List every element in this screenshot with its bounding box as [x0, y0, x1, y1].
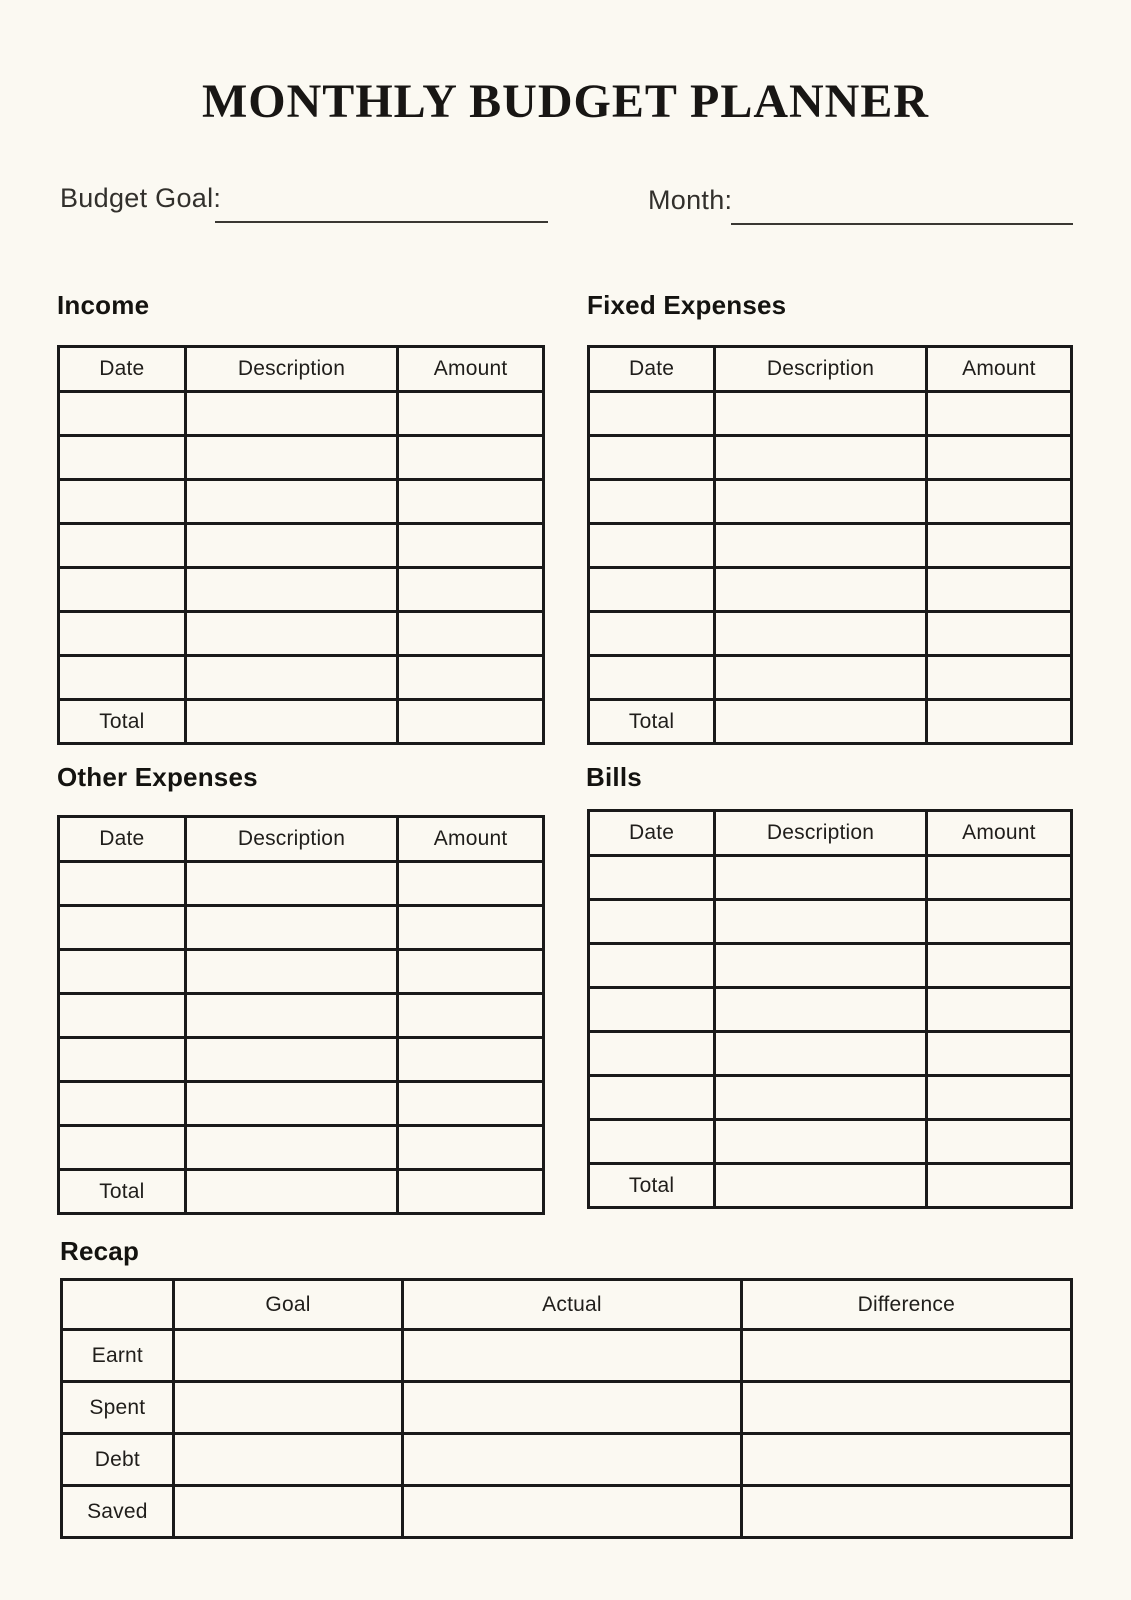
- bills-empty-cell: [926, 988, 1071, 1032]
- income-column-header-amount: Amount: [398, 347, 544, 392]
- bills-empty-cell: [926, 1032, 1071, 1076]
- other-expenses-empty-cell: [398, 862, 544, 906]
- fixed-expenses-total-description-cell: [715, 700, 927, 744]
- income-data-row: [59, 524, 544, 568]
- income-empty-cell: [59, 656, 186, 700]
- bills-data-row: [589, 944, 1072, 988]
- recap-difference-cell: [741, 1486, 1071, 1538]
- income-table-host: [57, 345, 545, 741]
- bills-empty-cell: [715, 944, 927, 988]
- income-empty-cell: [398, 436, 544, 480]
- bills-empty-cell: [589, 900, 715, 944]
- other-expenses-empty-cell: [59, 1126, 186, 1170]
- other-expenses-empty-cell: [185, 906, 397, 950]
- fixed-expenses-column-header-date: Date: [589, 347, 715, 392]
- income-total-amount-cell: [398, 700, 544, 744]
- fixed-expenses-empty-cell: [926, 392, 1071, 436]
- bills-empty-cell: [715, 1032, 927, 1076]
- income-empty-cell: [59, 568, 186, 612]
- bills-empty-cell: [589, 944, 715, 988]
- other-expenses-total-label: Total: [59, 1170, 186, 1214]
- income-empty-cell: [398, 480, 544, 524]
- other-expenses-empty-cell: [398, 906, 544, 950]
- recap-actual-cell: [403, 1434, 741, 1486]
- fixed-expenses-total-row: [589, 700, 1072, 744]
- fixed-expenses-data-row: [589, 656, 1072, 700]
- bills-empty-cell: [589, 1076, 715, 1120]
- bills-empty-cell: [589, 1120, 715, 1164]
- income-data-row: [59, 568, 544, 612]
- income-empty-cell: [398, 612, 544, 656]
- income-empty-cell: [185, 568, 397, 612]
- other-expenses-column-header-description: Description: [185, 817, 397, 862]
- other-expenses-empty-cell: [59, 950, 186, 994]
- other-expenses-data-row: [59, 950, 544, 994]
- recap-corner-cell: [62, 1280, 174, 1330]
- other-expenses-empty-cell: [398, 1038, 544, 1082]
- bills-empty-cell: [589, 1032, 715, 1076]
- income-total-label: Total: [59, 700, 186, 744]
- bills-header-row: [589, 811, 1072, 856]
- bills-table: [587, 809, 1073, 1209]
- fixed-expenses-empty-cell: [715, 436, 927, 480]
- fixed-expenses-table: [587, 345, 1073, 745]
- fixed-expenses-empty-cell: [926, 480, 1071, 524]
- income-data-row: [59, 480, 544, 524]
- income-empty-cell: [185, 612, 397, 656]
- income-empty-cell: [185, 436, 397, 480]
- income-empty-cell: [59, 392, 186, 436]
- budget-goal-label: Budget Goal:: [60, 183, 222, 213]
- income-header-row: [59, 347, 544, 392]
- income-empty-cell: [59, 480, 186, 524]
- income-data-row: [59, 612, 544, 656]
- bills-empty-cell: [715, 988, 927, 1032]
- fixed-expenses-empty-cell: [715, 524, 927, 568]
- fixed-expenses-empty-cell: [589, 436, 715, 480]
- other-expenses-empty-cell: [398, 950, 544, 994]
- income-empty-cell: [398, 568, 544, 612]
- income-empty-cell: [398, 392, 544, 436]
- income-empty-cell: [185, 524, 397, 568]
- bills-empty-cell: [926, 944, 1071, 988]
- bills-data-row: [589, 1076, 1072, 1120]
- fixed-expenses-data-row: [589, 480, 1072, 524]
- other-expenses-total-row: [59, 1170, 544, 1214]
- other-expenses-total-amount-cell: [398, 1170, 544, 1214]
- fixed-expenses-table-host: [587, 345, 1073, 741]
- fixed-expenses-empty-cell: [715, 392, 927, 436]
- other-expenses-empty-cell: [59, 1038, 186, 1082]
- bills-data-row: [589, 1032, 1072, 1076]
- bills-data-row: [589, 856, 1072, 900]
- income-total-description-cell: [185, 700, 397, 744]
- other-expenses-table: [57, 815, 545, 1215]
- bills-column-header-amount: Amount: [926, 811, 1071, 856]
- fixed-expenses-column-header-amount: Amount: [926, 347, 1071, 392]
- bills-table-host: [587, 809, 1073, 1207]
- fixed-expenses-data-row: [589, 568, 1072, 612]
- other-expenses-empty-cell: [398, 994, 544, 1038]
- other-expenses-empty-cell: [59, 994, 186, 1038]
- bills-data-row: [589, 1120, 1072, 1164]
- fixed-expenses-total-amount-cell: [926, 700, 1071, 744]
- income-data-row: [59, 656, 544, 700]
- bills-empty-cell: [715, 856, 927, 900]
- recap-actual-cell: [403, 1330, 741, 1382]
- bills-empty-cell: [715, 1076, 927, 1120]
- recap-header-row: [62, 1280, 1072, 1330]
- recap-column-header-difference: Difference: [741, 1280, 1071, 1330]
- other-expenses-empty-cell: [185, 950, 397, 994]
- bills-column-header-date: Date: [589, 811, 715, 856]
- other-expenses-data-row: [59, 994, 544, 1038]
- fixed-expenses-empty-cell: [926, 612, 1071, 656]
- recap-row-debt: [62, 1434, 1072, 1486]
- fixed-expenses-header-row: [589, 347, 1072, 392]
- income-empty-cell: [398, 524, 544, 568]
- income-table: [57, 345, 545, 745]
- bills-empty-cell: [589, 856, 715, 900]
- recap-row-label: Saved: [62, 1486, 174, 1538]
- recap-row-label: Spent: [62, 1382, 174, 1434]
- bills-empty-cell: [926, 1076, 1071, 1120]
- fixed-expenses-empty-cell: [589, 524, 715, 568]
- bills-data-row: [589, 900, 1072, 944]
- other-expenses-empty-cell: [59, 1082, 186, 1126]
- bills-empty-cell: [926, 900, 1071, 944]
- month-label: Month:: [648, 185, 733, 215]
- fixed-expenses-empty-cell: [589, 480, 715, 524]
- other-expenses-empty-cell: [185, 1038, 397, 1082]
- other-expenses-total-description-cell: [185, 1170, 397, 1214]
- other-expenses-data-row: [59, 1038, 544, 1082]
- bills-empty-cell: [589, 988, 715, 1032]
- fixed-expenses-data-row: [589, 436, 1072, 480]
- other-expenses-empty-cell: [185, 862, 397, 906]
- recap-row-label: Earnt: [62, 1330, 174, 1382]
- recap-goal-cell: [173, 1486, 403, 1538]
- bills-total-description-cell: [715, 1164, 927, 1208]
- recap-table: [60, 1278, 1073, 1539]
- bills-total-amount-cell: [926, 1164, 1071, 1208]
- fixed-expenses-empty-cell: [589, 392, 715, 436]
- income-column-header-date: Date: [59, 347, 186, 392]
- fixed-expenses-empty-cell: [926, 568, 1071, 612]
- other-expenses-empty-cell: [59, 906, 186, 950]
- fixed-expenses-empty-cell: [926, 436, 1071, 480]
- recap-row-label: Debt: [62, 1434, 174, 1486]
- income-empty-cell: [398, 656, 544, 700]
- recap-difference-cell: [741, 1330, 1071, 1382]
- fixed-expenses-empty-cell: [715, 612, 927, 656]
- other-expenses-column-header-amount: Amount: [398, 817, 544, 862]
- income-empty-cell: [185, 656, 397, 700]
- recap-column-header-goal: Goal: [173, 1280, 403, 1330]
- bills-empty-cell: [715, 1120, 927, 1164]
- other-expenses-empty-cell: [59, 862, 186, 906]
- other-expenses-data-row: [59, 1126, 544, 1170]
- other-expenses-empty-cell: [398, 1126, 544, 1170]
- recap-row-saved: [62, 1486, 1072, 1538]
- recap-goal-cell: [173, 1434, 403, 1486]
- income-total-row: [59, 700, 544, 744]
- income-data-row: [59, 392, 544, 436]
- recap-column-header-actual: Actual: [403, 1280, 741, 1330]
- other-expenses-empty-cell: [398, 1082, 544, 1126]
- other-expenses-column-header-date: Date: [59, 817, 186, 862]
- bills-empty-cell: [715, 900, 927, 944]
- other-expenses-data-row: [59, 862, 544, 906]
- income-empty-cell: [59, 436, 186, 480]
- recap-actual-cell: [403, 1382, 741, 1434]
- recap-difference-cell: [741, 1434, 1071, 1486]
- bills-section-heading: Bills: [586, 762, 642, 792]
- bills-total-label: Total: [589, 1164, 715, 1208]
- recap-row-spent: [62, 1382, 1072, 1434]
- other-expenses-data-row: [59, 1082, 544, 1126]
- recap-goal-cell: [173, 1382, 403, 1434]
- recap-row-earnt: [62, 1330, 1072, 1382]
- fixed-expenses-data-row: [589, 392, 1072, 436]
- income-empty-cell: [59, 524, 186, 568]
- income-data-row: [59, 436, 544, 480]
- fixed-expenses-empty-cell: [926, 524, 1071, 568]
- other-expenses-header-row: [59, 817, 544, 862]
- other-expenses-data-row: [59, 906, 544, 950]
- recap-table-host: [60, 1278, 1073, 1538]
- other-expenses-table-host: [57, 815, 545, 1213]
- fixed-expenses-empty-cell: [589, 568, 715, 612]
- fixed-expenses-section-heading: Fixed Expenses: [587, 290, 787, 320]
- fixed-expenses-empty-cell: [589, 612, 715, 656]
- income-section-heading: Income: [57, 290, 150, 320]
- fixed-expenses-empty-cell: [715, 656, 927, 700]
- income-empty-cell: [185, 480, 397, 524]
- recap-goal-cell: [173, 1330, 403, 1382]
- recap-actual-cell: [403, 1486, 741, 1538]
- bills-empty-cell: [926, 1120, 1071, 1164]
- fixed-expenses-empty-cell: [926, 656, 1071, 700]
- budget-goal-underline: [215, 221, 548, 223]
- recap-difference-cell: [741, 1382, 1071, 1434]
- income-empty-cell: [185, 392, 397, 436]
- fixed-expenses-empty-cell: [715, 568, 927, 612]
- recap-section-heading: Recap: [60, 1236, 140, 1266]
- bills-column-header-description: Description: [715, 811, 927, 856]
- fixed-expenses-empty-cell: [715, 480, 927, 524]
- fixed-expenses-data-row: [589, 524, 1072, 568]
- bills-empty-cell: [926, 856, 1071, 900]
- fixed-expenses-data-row: [589, 612, 1072, 656]
- other-expenses-empty-cell: [185, 1126, 397, 1170]
- fixed-expenses-column-header-description: Description: [715, 347, 927, 392]
- month-underline: [731, 223, 1073, 225]
- fixed-expenses-total-label: Total: [589, 700, 715, 744]
- bills-data-row: [589, 988, 1072, 1032]
- other-expenses-empty-cell: [185, 994, 397, 1038]
- fixed-expenses-empty-cell: [589, 656, 715, 700]
- other-expenses-section-heading: Other Expenses: [57, 762, 258, 792]
- income-empty-cell: [59, 612, 186, 656]
- income-column-header-description: Description: [185, 347, 397, 392]
- bills-total-row: [589, 1164, 1072, 1208]
- other-expenses-empty-cell: [185, 1082, 397, 1126]
- page-title: MONTHLY BUDGET PLANNER: [202, 75, 929, 128]
